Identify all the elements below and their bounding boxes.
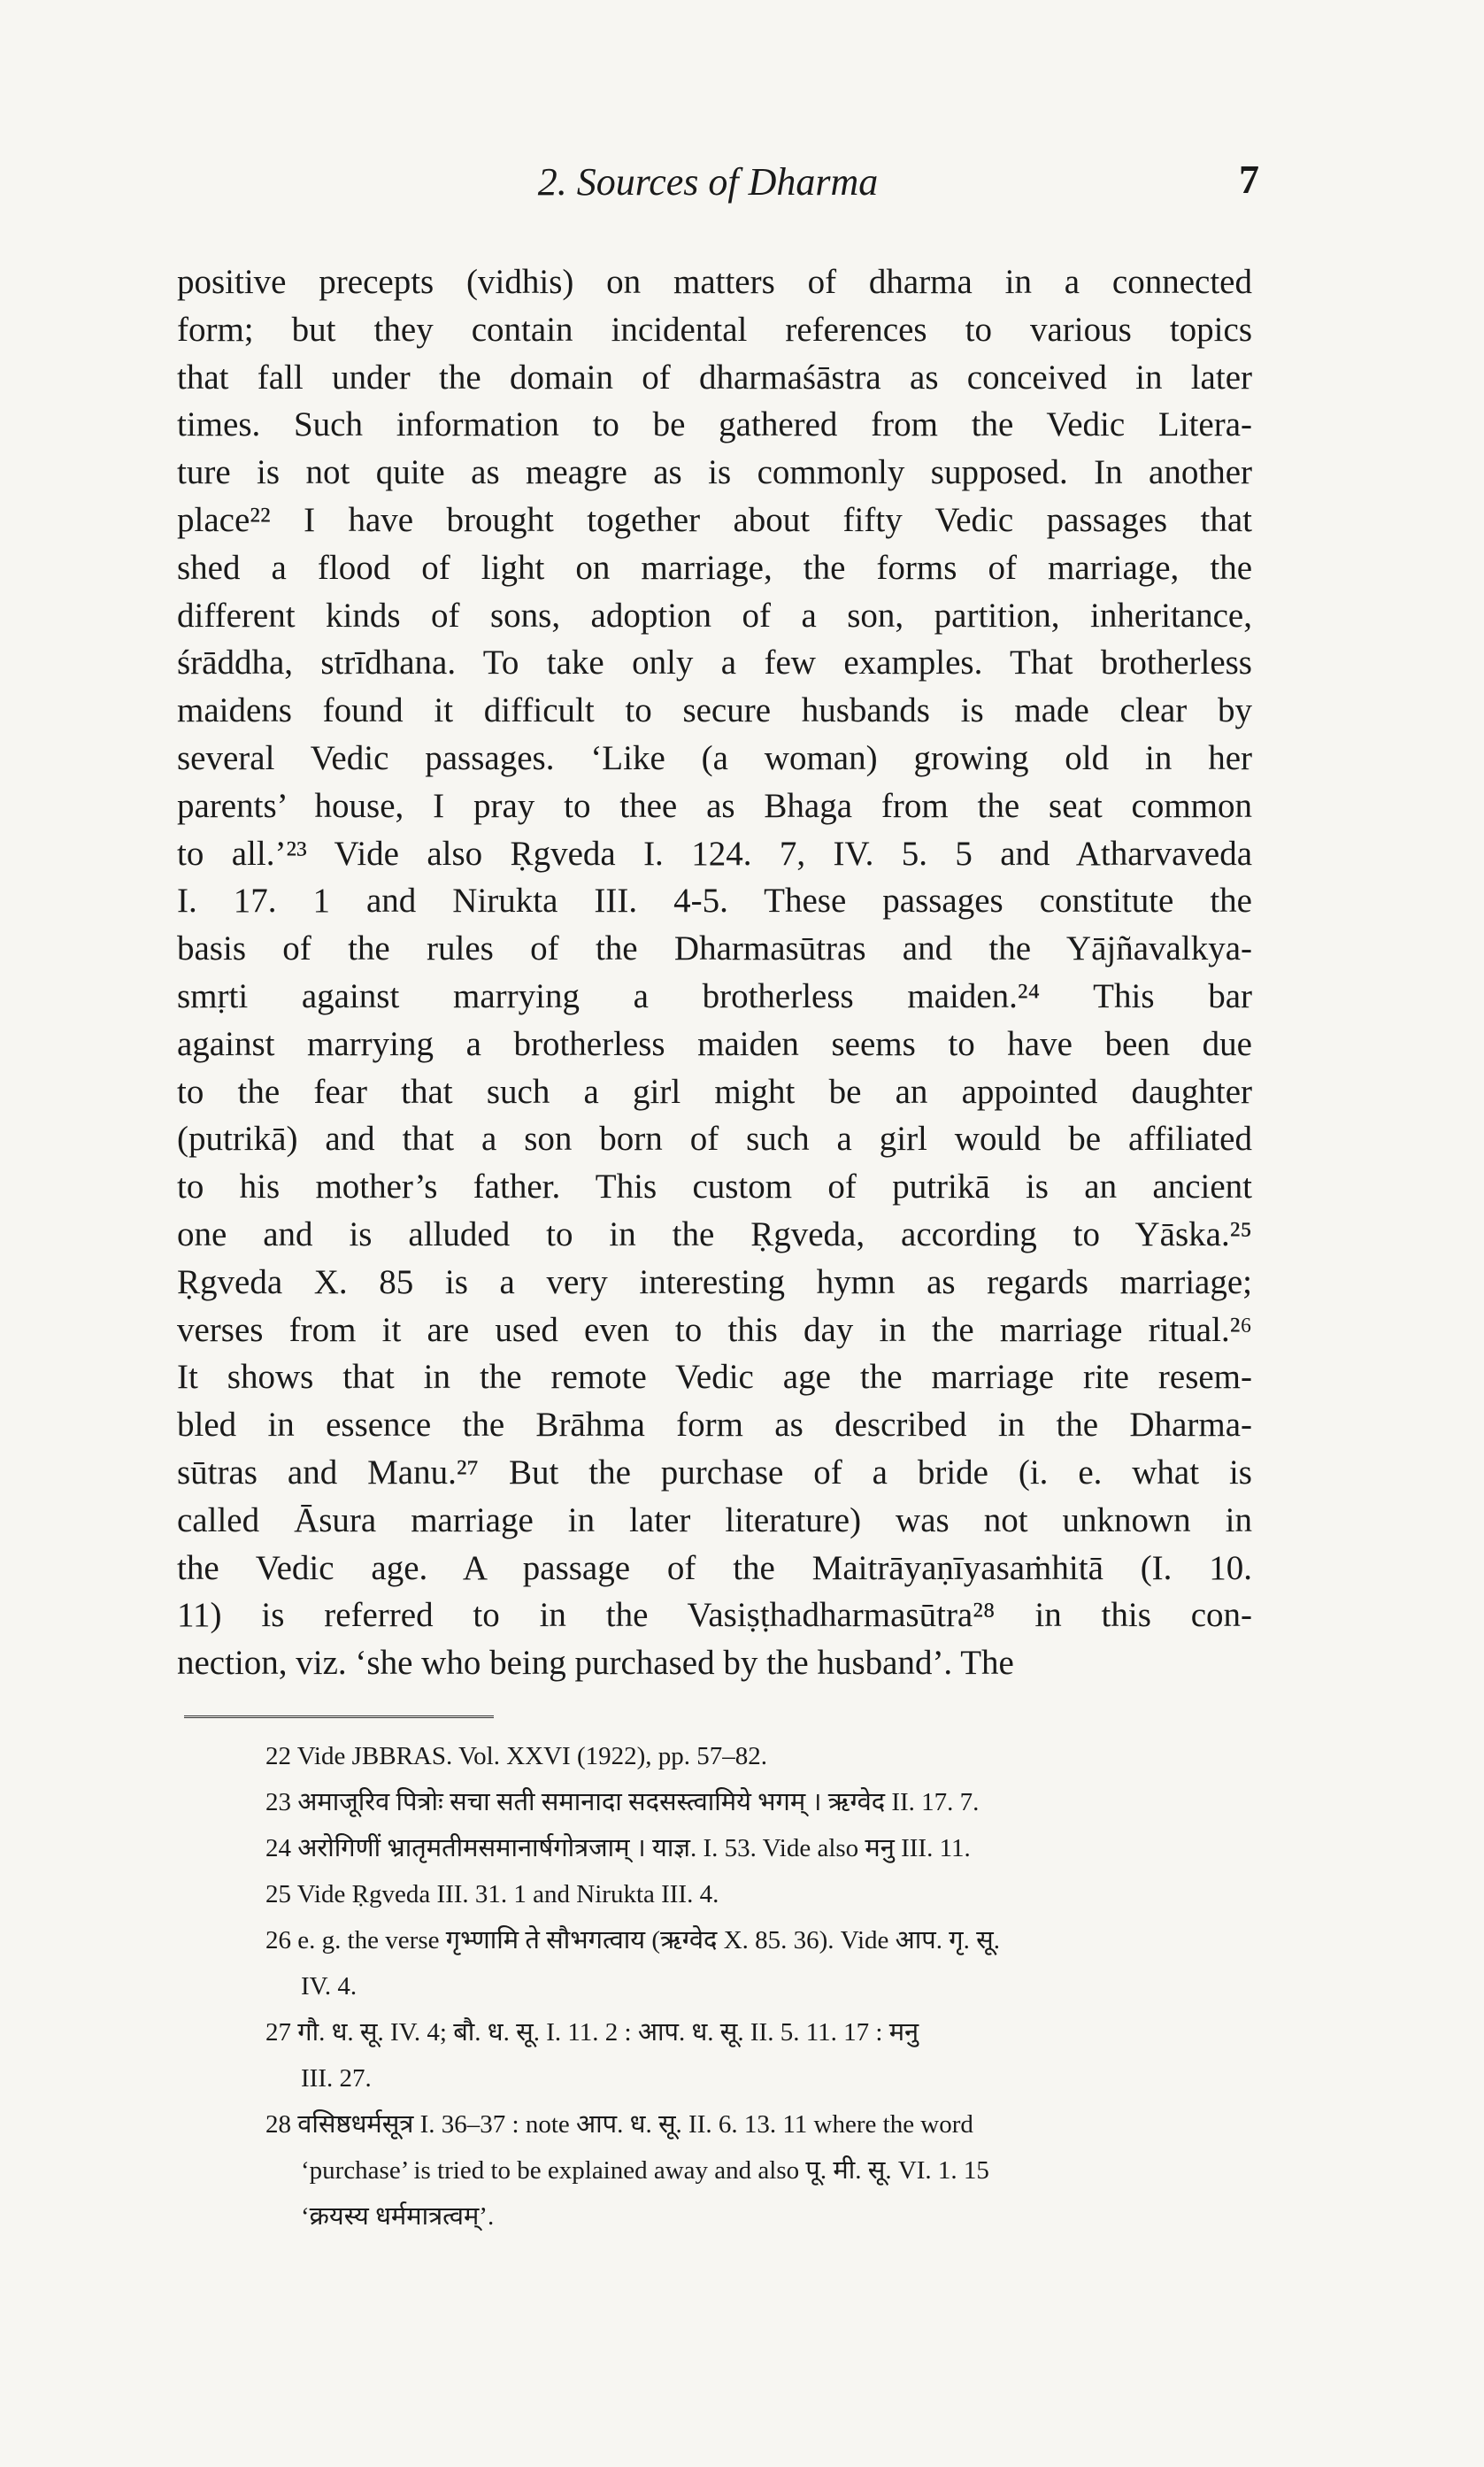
body-line: basis of the rules of the Dharmasūtras and the Yājñavalkya-	[177, 929, 1252, 968]
footnote-26: 26 e. g. the verse गृभ्णामि ते सौभगत्वाय (ऋग्वेद X. 85. 36). Vide आप. गृ. सू.	[265, 1926, 1000, 1954]
footnote-28-continued: ‘क्रयस्य धर्ममात्रत्वम्’.	[301, 2202, 495, 2231]
body-line: that fall under the domain of dharmaśāstra as conceived in later	[177, 358, 1252, 397]
body-line: to all.’²³ Vide also Ṛgveda I. 124. 7, IV. 5. 5 and Atharvaveda	[177, 834, 1252, 873]
body-line: shed a flood of light on marriage, the forms of marriage, the	[177, 548, 1252, 587]
body-line: smṛti against marrying a brotherless maiden.²⁴ This bar	[177, 976, 1252, 1015]
footnote-27-continued: III. 27.	[301, 2064, 372, 2093]
body-line: śrāddha, strīdhana. To take only a few examples. That brotherless	[177, 644, 1252, 682]
body-line: maidens found it difficult to secure husbands is made clear by	[177, 691, 1252, 730]
body-line: to the fear that such a girl might be an appointed daughter	[177, 1072, 1252, 1111]
footnote-22: 22 Vide JBBRAS. Vol. XXVI (1922), pp. 57–82.	[265, 1742, 768, 1770]
body-line: bled in essence the Brāhma form as described in the Dharma-	[177, 1406, 1252, 1445]
body-line: parents’ house, I pray to thee as Bhaga from the seat common	[177, 786, 1252, 825]
footnote-23: 23 अमाजूरिव पित्रोः सचा सती समानादा सदसस्त्वामिये भगम् । ऋग्वेद II. 17. 7.	[265, 1788, 980, 1816]
page-number: 7	[1239, 157, 1259, 202]
body-line: It shows that in the remote Vedic age the marriage rite resem-	[177, 1358, 1252, 1397]
body-line: times. Such information to be gathered from the Vedic Litera-	[177, 405, 1252, 444]
body-line: positive precepts (vidhis) on matters of dharma in a connected	[177, 263, 1252, 301]
footnote-28: 28 वसिष्ठधर्मसूत्र I. 36–37 : note आप. ध. सू. II. 6. 13. 11 where the word	[265, 2110, 973, 2139]
footnotes	[265, 1733, 1270, 2240]
body-line: I. 17. 1 and Nirukta III. 4-5. These passages constitute the	[177, 882, 1252, 921]
footnote-27: 27 गौ. ध. सू. IV. 4; बौ. ध. सू. I. 11. 2 : आप. ध. सू. II. 5. 11. 17 : मनु	[265, 2018, 919, 2047]
body-line: to his mother’s father. This custom of putrikā is an ancient	[177, 1168, 1252, 1207]
body-line: ture is not quite as meagre as is commonly supposed. In another	[177, 453, 1252, 492]
body-line: (putrikā) and that a son born of such a girl would be affiliated	[177, 1120, 1252, 1159]
footnote-26-continued: IV. 4.	[301, 1972, 358, 2001]
running-title: 2. Sources of Dharma	[537, 160, 879, 204]
body-line: form; but they contain incidental references to various topics	[177, 310, 1252, 349]
footnote-24: 24 अरोगिणीं भ्रातृमतीमसमानार्षगोत्रजाम् । याज्ञ. I. 53. Vide also मनु III. 11.	[265, 1834, 971, 1862]
body-text	[177, 258, 1252, 1687]
body-line: the Vedic age. A passage of the Maitrāyaṇīyasaṁhitā (I. 10.	[177, 1548, 1252, 1587]
footnote-28-continued: ‘purchase’ is tried to be explained away and also पू. मी. सू. VI. 1. 15	[301, 2156, 989, 2185]
body-line: 11) is referred to in the Vasiṣṭhadharmasūtra²⁸ in this con-	[177, 1596, 1252, 1635]
body-line: place²² I have brought together about fifty Vedic passages that	[177, 500, 1252, 539]
body-line: several Vedic passages. ‘Like (a woman) growing old in her	[177, 738, 1252, 777]
body-line: verses from it are used even to this day in the marriage ritual.²⁶	[177, 1310, 1252, 1349]
body-line: Ṛgveda X. 85 is a very interesting hymn as regards marriage;	[177, 1262, 1252, 1301]
body-line: sūtras and Manu.²⁷ But the purchase of a bride (i. e. what is	[177, 1453, 1252, 1492]
footnote-25: 25 Vide Ṛgveda III. 31. 1 and Nirukta III. 4.	[265, 1880, 719, 1908]
body-line: called Āsura marriage in later literature) was not unknown in	[177, 1500, 1252, 1539]
body-line: different kinds of sons, adoption of a son, partition, inheritance,	[177, 596, 1252, 635]
body-line: one and is alluded to in the Ṛgveda, according to Yāska.²⁵	[177, 1214, 1252, 1253]
footnote-divider	[184, 1715, 494, 1722]
body-line: nection, viz. ‘she who being purchased by the husband’. The	[177, 1644, 1014, 1683]
body-line: against marrying a brotherless maiden seems to have been due	[177, 1024, 1252, 1063]
